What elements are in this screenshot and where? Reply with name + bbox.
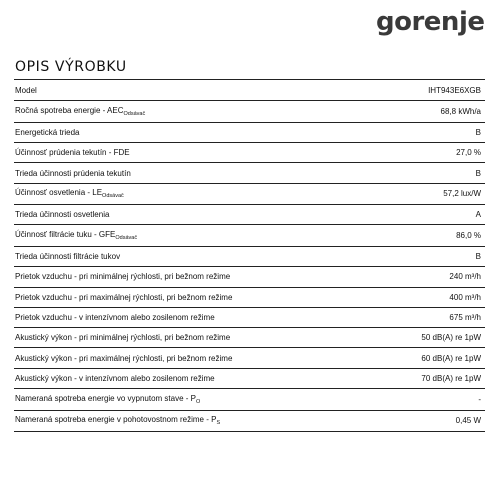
spec-row bbox=[14, 247, 485, 267]
spec-row bbox=[14, 163, 485, 183]
spec-row bbox=[14, 184, 485, 206]
spec-label bbox=[15, 188, 124, 199]
spec-label-text: Prietok vzduchu - pri minimálnej rýchlosti, pri bežnom režime bbox=[15, 272, 231, 282]
spec-table bbox=[14, 81, 485, 432]
spec-row bbox=[14, 225, 485, 247]
spec-value: 27,0 % bbox=[456, 148, 481, 158]
spec-value: 68,8 kWh/a bbox=[440, 107, 481, 117]
spec-row bbox=[14, 389, 485, 411]
spec-label bbox=[15, 169, 131, 178]
brand-logo: gorenje bbox=[376, 7, 485, 37]
spec-label bbox=[15, 374, 215, 383]
spec-label-text: Účinnosť osvetlenia - LE bbox=[15, 188, 103, 198]
spec-value: B bbox=[475, 168, 481, 178]
spec-label-text: Nameraná spotreba energie vo vypnutom stave - P bbox=[15, 393, 196, 403]
spec-label bbox=[15, 313, 215, 322]
spec-label bbox=[15, 210, 109, 219]
spec-value: 57,2 lux/W bbox=[443, 189, 481, 199]
spec-label bbox=[15, 128, 79, 137]
spec-value: - bbox=[478, 394, 481, 404]
spec-label-text: Prietok vzduchu - pri maximálnej rýchlosti, pri bežnom režime bbox=[15, 292, 233, 302]
spec-row bbox=[14, 369, 485, 389]
spec-row bbox=[14, 348, 485, 368]
spec-row bbox=[14, 81, 485, 101]
spec-row bbox=[14, 101, 485, 123]
spec-value: B bbox=[475, 127, 481, 137]
spec-row bbox=[14, 411, 485, 433]
spec-label bbox=[15, 272, 230, 281]
spec-label-text: Účinnosť filtrácie tuku - GFE bbox=[15, 230, 116, 240]
spec-label bbox=[15, 293, 232, 302]
spec-value: 86,0 % bbox=[456, 231, 481, 241]
spec-label bbox=[15, 106, 145, 117]
spec-row bbox=[14, 123, 485, 143]
spec-row bbox=[14, 288, 485, 308]
spec-row bbox=[14, 328, 485, 348]
spec-row bbox=[14, 308, 485, 328]
spec-row bbox=[14, 143, 485, 163]
spec-label bbox=[15, 86, 37, 95]
spec-value: IHT943E6XGB bbox=[428, 86, 481, 96]
spec-value: 50 dB(A) re 1pW bbox=[421, 333, 481, 343]
spec-label-text: Trieda účinnosti prúdenia tekutín bbox=[15, 168, 131, 178]
spec-value: 400 m³/h bbox=[449, 292, 481, 302]
spec-value: A bbox=[475, 210, 481, 220]
spec-label-subscript: Odsávač bbox=[115, 235, 138, 242]
spec-row bbox=[14, 205, 485, 225]
spec-label-subscript: O bbox=[195, 398, 201, 405]
spec-label-text: Akustický výkon - pri minimálnej rýchlosti, pri bežnom režime bbox=[15, 333, 231, 343]
spec-value: 60 dB(A) re 1pW bbox=[421, 353, 481, 363]
spec-label bbox=[15, 415, 220, 426]
spec-value: B bbox=[475, 252, 481, 262]
spec-label bbox=[15, 230, 137, 241]
spec-value: 675 m³/h bbox=[449, 313, 481, 323]
spec-label-text: Ročná spotreba energie - AEC bbox=[15, 106, 124, 116]
spec-label-subscript: Odsávač bbox=[102, 193, 124, 200]
page-title: OPIS VÝROBKU bbox=[15, 59, 127, 75]
spec-row bbox=[14, 267, 485, 287]
spec-label-text: Prietok vzduchu - v intenzívnom alebo zosilenom režime bbox=[15, 313, 215, 323]
spec-label bbox=[15, 354, 232, 363]
spec-value: 240 m³/h bbox=[449, 272, 481, 282]
spec-value: 70 dB(A) re 1pW bbox=[421, 373, 481, 383]
spec-label-text: Účinnosť prúdenia tekutín - FDE bbox=[15, 148, 130, 158]
spec-label-text: Akustický výkon - pri maximálnej rýchlosti, pri bežnom režime bbox=[15, 353, 233, 363]
spec-label-subscript: S bbox=[216, 420, 221, 427]
spec-label bbox=[15, 252, 120, 261]
title-divider bbox=[14, 79, 485, 80]
spec-label-text: Akustický výkon - v intenzívnom alebo zosilenom režime bbox=[15, 373, 215, 383]
spec-label bbox=[15, 148, 130, 157]
spec-label-text: Trieda účinnosti filtrácie tukov bbox=[15, 252, 121, 262]
spec-label-text: Trieda účinnosti osvetlenia bbox=[15, 210, 110, 220]
spec-value: 0,45 W bbox=[455, 416, 481, 426]
spec-label-text: Energetická trieda bbox=[15, 127, 80, 137]
spec-label bbox=[15, 333, 230, 342]
spec-label bbox=[15, 394, 200, 405]
spec-label-subscript: Odsávač bbox=[123, 111, 146, 118]
spec-label-text: Nameraná spotreba energie v pohotovostnom režime - P bbox=[15, 415, 217, 425]
spec-label-text: Model bbox=[15, 86, 37, 96]
